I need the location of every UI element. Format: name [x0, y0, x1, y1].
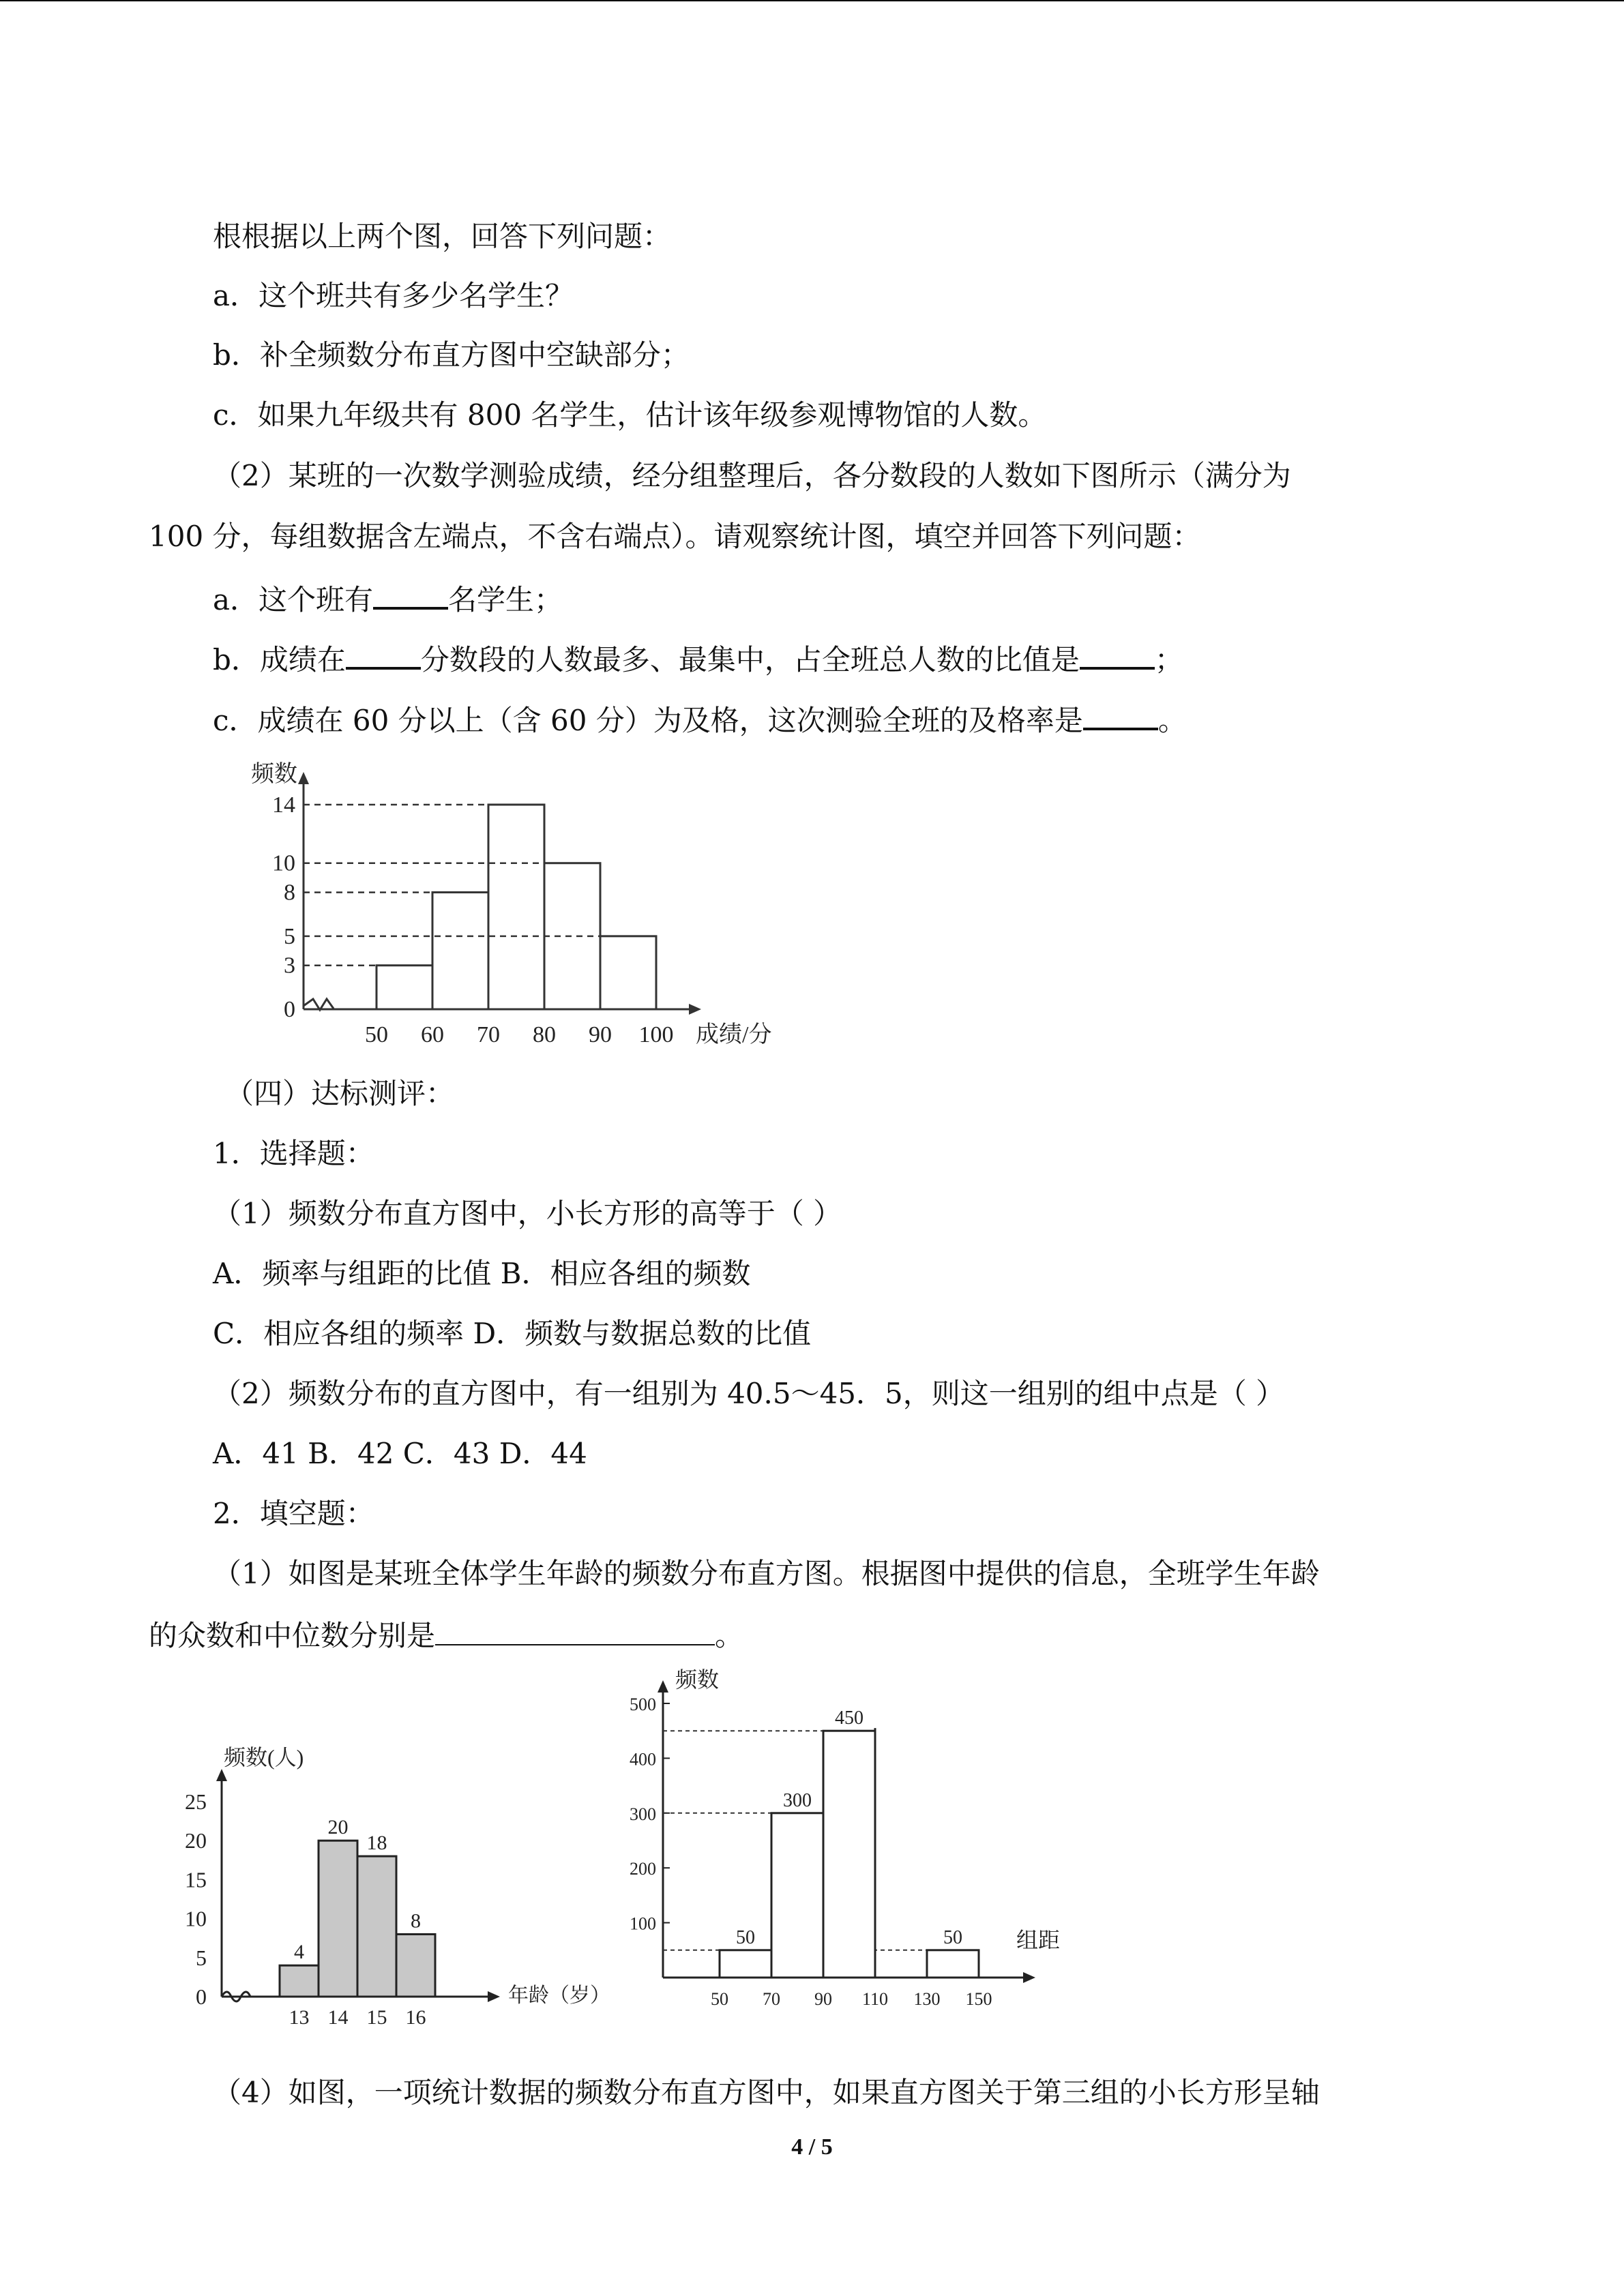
histogram-bar	[720, 1950, 771, 1978]
fill-question-1-text: 的众数和中位数分别是	[149, 1619, 436, 1652]
y-tick-label: 15	[185, 1867, 207, 1892]
x-tick-label: 50	[365, 1022, 388, 1047]
chart2-ylabel: 频数(人)	[224, 1745, 304, 1770]
question-c: c．如果九年级共有 800 名学生，估计该年级参观博物馆的人数。	[213, 398, 1047, 432]
x-tick-label: 60	[421, 1022, 444, 1047]
x-tick-label: 70	[763, 1989, 780, 2009]
y-tick-label: 10	[185, 1906, 207, 1931]
fill-in-b-suffix: ；	[1154, 643, 1183, 676]
answer-blank[interactable]	[373, 577, 448, 610]
answer-blank[interactable]	[1080, 637, 1155, 670]
section-4-title: （四）达标测评：	[225, 1077, 455, 1110]
fill-in-b-text: b．成绩在	[213, 643, 346, 676]
y-tick-label: 14	[272, 792, 295, 818]
section-fill-title: 2．填空题：	[213, 1497, 374, 1530]
x-tick-label: 13	[289, 2006, 310, 2025]
histogram-bar	[771, 1813, 823, 1978]
x-tick-label: 90	[814, 1989, 832, 2009]
choice-question-1: （1）频数分布直方图中，小长方形的高等于（ ）	[213, 1197, 842, 1230]
x-tick-label: 14	[327, 2006, 349, 2025]
y-tick-label: 20	[185, 1828, 207, 1853]
fill-in-c-text: c．成绩在 60 分以上（含 60 分）为及格，这次测验全班的及格率是	[213, 704, 1083, 737]
interval-histogram	[600, 1657, 1119, 2012]
fill-in-a	[213, 577, 563, 620]
fill-question-1-line-1: （1）如图是某班全体学生年龄的频数分布直方图。根据图中提供的信息，全班学生年龄	[213, 1557, 1320, 1590]
problem-2-line-2: 100 分，每组数据含左端点，不含右端点）。请观察统计图，填空并回答下列问题：	[149, 520, 1201, 553]
y-tick-label: 25	[185, 1789, 207, 1814]
x-axis-arrow	[1023, 1972, 1035, 1983]
bar-data-label: 4	[294, 1941, 304, 1964]
bar-data-label: 50	[736, 1926, 755, 1948]
histogram-bar	[600, 936, 656, 1009]
y-tick-label: 5	[196, 1945, 207, 1970]
choice-question-2: （2）频数分布的直方图中，有一组别为 40.5～45．5，则这一组别的组中点是（ ）	[213, 1377, 1285, 1410]
bar-data-label: 450	[835, 1708, 863, 1729]
choice-options-ab: A．频率与组距的比值 B．相应各组的频数	[213, 1257, 751, 1290]
y-tick-label: 100	[630, 1913, 656, 1934]
y-axis-arrow	[216, 1769, 227, 1781]
fill-in-c-suffix: 。	[1157, 704, 1187, 737]
y-tick-label: 400	[630, 1749, 656, 1770]
fill-question-4: （4）如图，一项统计数据的频数分布直方图中，如果直方图关于第三组的小长方形呈轴	[213, 2076, 1320, 2109]
x-tick-label: 70	[477, 1022, 500, 1047]
fill-question-1-line-2	[149, 1614, 743, 1656]
y-tick-label: 5	[284, 923, 295, 949]
histogram-bar	[488, 805, 544, 1009]
answer-blank[interactable]	[1083, 698, 1158, 730]
x-axis-label: 组距	[1016, 1927, 1061, 1952]
bar-data-label: 20	[327, 1816, 349, 1839]
fill-in-a-suffix: 名学生；	[448, 583, 563, 616]
choice-options-2: A．41 B．42 C．43 D．44	[213, 1437, 587, 1470]
histogram-bar	[319, 1840, 357, 1997]
y-tick-label: 200	[630, 1859, 656, 1879]
histogram-bar	[432, 893, 488, 1009]
x-tick-label: 16	[405, 2006, 426, 2025]
question-a: a．这个班共有多少名学生？	[213, 279, 574, 312]
fill-question-1-suffix: 。	[715, 1619, 744, 1652]
page-number: 4 / 5	[791, 2134, 833, 2160]
x-tick-label: 50	[711, 1989, 728, 2009]
bar-data-label: 18	[366, 1832, 387, 1855]
y-axis-arrow	[298, 772, 309, 784]
histogram-bar	[357, 1856, 396, 1997]
y-tick-label: 10	[272, 850, 295, 876]
section-choice-title: 1．选择题：	[213, 1137, 374, 1170]
question-intro: 根根据以上两个图，回答下列问题：	[213, 220, 672, 253]
histogram-bar	[823, 1731, 875, 1978]
fill-in-c	[213, 698, 1187, 741]
y-tick-label: 0	[196, 1984, 207, 2009]
chart3-ylabel: 频数	[675, 1667, 720, 1692]
page-top-border	[0, 0, 1624, 1]
x-axis-arrow	[689, 1004, 701, 1015]
fill-in-b-middle: 分数段的人数最多、最集中，占全班总人数的比值是	[420, 643, 1080, 676]
x-tick-label: 130	[913, 1989, 941, 2009]
fill-in-a-text: a．这个班有	[213, 583, 374, 616]
x-tick-label: 90	[589, 1022, 612, 1047]
histogram-bar	[396, 1934, 435, 1997]
y-axis-arrow	[658, 1680, 668, 1693]
bar-data-label: 300	[783, 1789, 812, 1811]
y-tick-label: 0	[284, 997, 295, 1022]
histogram-bar	[377, 966, 432, 1009]
x-tick-label: 150	[965, 1989, 992, 2009]
x-axis-label: 成绩/分	[696, 1022, 772, 1047]
score-histogram	[239, 757, 798, 1057]
answer-blank[interactable]	[435, 1614, 715, 1645]
choice-options-cd: C．相应各组的频率 D．频数与数据总数的比值	[213, 1317, 812, 1350]
fill-in-b	[213, 637, 1183, 680]
y-tick-label: 500	[630, 1695, 656, 1714]
x-tick-label: 110	[861, 1989, 889, 2009]
y-tick-label: 8	[284, 880, 295, 906]
answer-blank[interactable]	[346, 637, 421, 670]
x-axis-arrow	[488, 1991, 500, 2002]
histogram-bar	[927, 1950, 979, 1978]
question-b: b．补全频数分布直方图中空缺部分；	[213, 338, 690, 372]
x-axis-label: 年龄（岁）	[508, 1984, 610, 2007]
x-tick-label: 80	[533, 1022, 556, 1047]
bar-data-label: 8	[411, 1909, 421, 1933]
problem-2-line-1: （2）某班的一次数学测验成绩，经分组整理后，各分数段的人数如下图所示（满分为	[213, 459, 1291, 492]
age-histogram	[171, 1739, 648, 2025]
y-tick-label: 300	[630, 1804, 656, 1824]
chart1-ylabel: 频数	[251, 762, 297, 787]
x-tick-label: 100	[638, 1022, 674, 1047]
histogram-bar	[280, 1965, 319, 1997]
x-tick-label: 15	[366, 2006, 387, 2025]
bar-data-label: 50	[943, 1926, 962, 1948]
y-tick-label: 3	[284, 953, 295, 979]
